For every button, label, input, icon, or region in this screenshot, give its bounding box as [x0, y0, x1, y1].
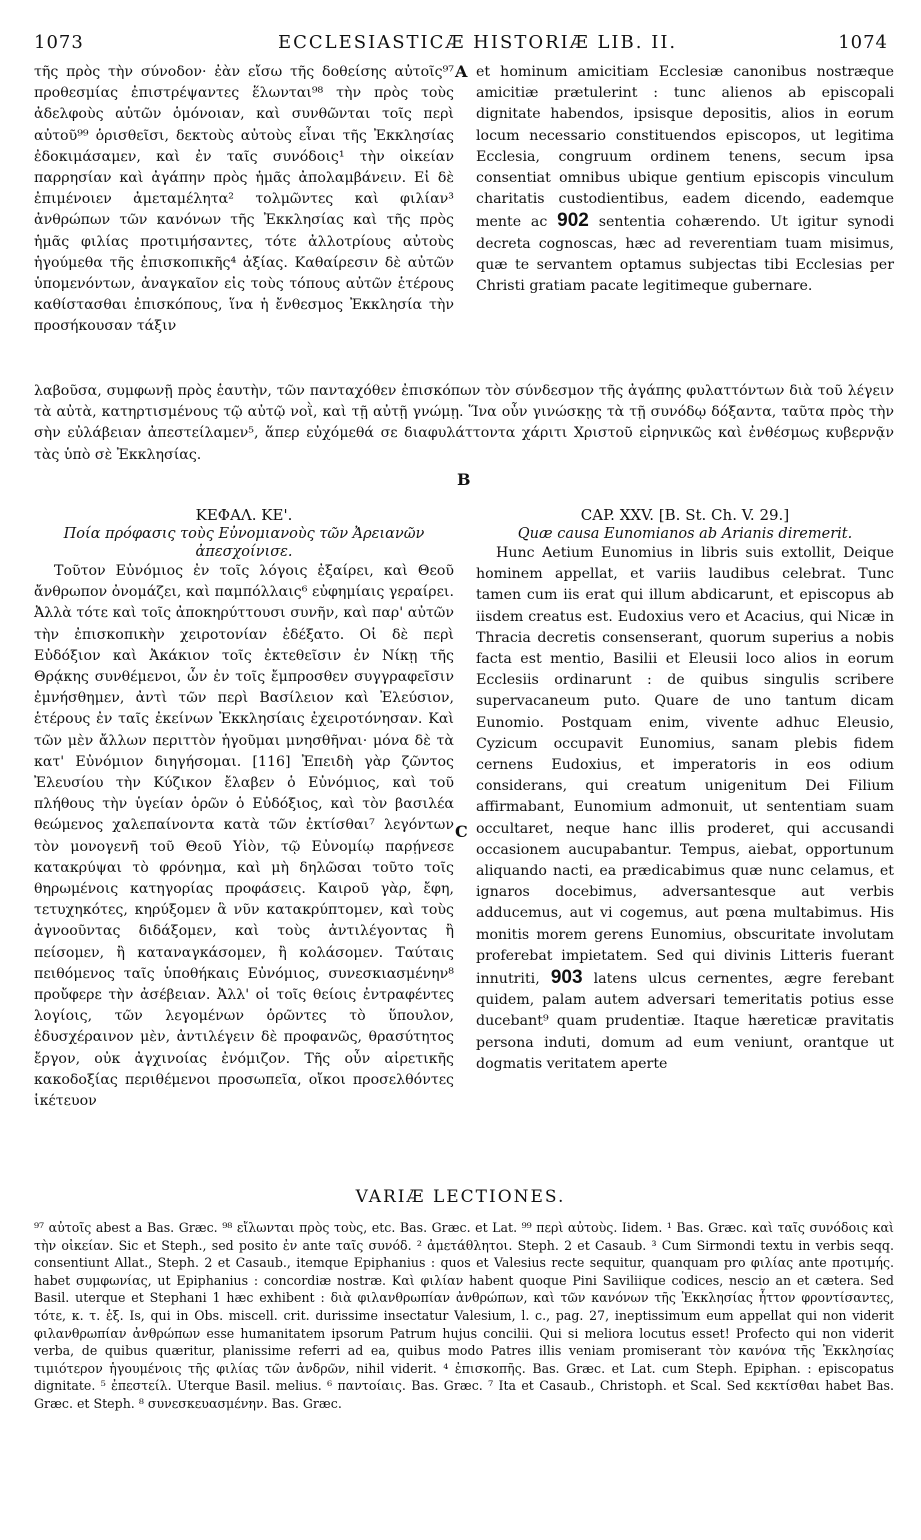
greek-chapter-subtitle: Ποία πρόφασις τοὺς Εὐνομιανοὺς τῶν Ἀρειανῶν ἀπεσχοίνισε. [63, 526, 425, 560]
column-number-903: 903 [550, 967, 583, 989]
latin-text: sententia cohærendo. Ut igitur synodi decreta cognoscas, hæc ad reverentiam tuam misimus, quæ te servantem optamus subjectas tibi Ecclesias per Christi gratiam pacate legitimeque gubernare. [476, 214, 894, 295]
latin-column-top [476, 62, 894, 297]
latin-paragraph [476, 543, 894, 1075]
greek-full-width-text: λαβοῦσα, συμφωνῇ πρὸς ἑαυτὴν, τῶν πανταχόθεν ἐπισκόπων τὸν σύνδεσμον τῆς ἀγάπης φυλαττόντων διὰ τοῦ λέγειν τὰ αὐτὰ, κατηρτισμένους τῷ αὐτῷ νοῒ, καὶ τῇ αὐτῇ γνώμῃ. Ἵνα οὖν γινώσκῃς τὰ τῇ συνόδῳ δόξαντα, ταῦτα πρὸς τὴν σὴν εὐλάβειαν ἀπεστείλαμεν⁵, ἅπερ εὐχόμεθά σε διαφυλάττοντα χάριτι Χριστοῦ εἰρηνικῶς καὶ ἐνθέσμως κυβερνᾷν τὰς ὑπὸ σὲ Ἐκκλησίας. [34, 383, 894, 463]
page-number-left: 1073 [34, 32, 84, 53]
margin-letter-c: C [455, 822, 468, 841]
greek-paragraph: Τοῦτον Εὐνόμιος ἐν τοῖς λόγοις ἐξαίρει, καὶ Θεοῦ ἄνθρωπον ὀνομάζει, καὶ παμπόλλαις⁶ εὐφημίαις γεραίρει. Ἀλλὰ τότε καὶ τοῖς ἀποκηρύττουσι συνῆν, καὶ παρ' αὐτῶν τὴν ἐπισκοπικὴν χειροτονίαν ἐδέξατο. Οἱ δὲ περὶ Εὐδόξιον καὶ Ἀκάκιον τοῖς ἐκτεθεῖσιν ἐν Νίκῃ τῆς Θρᾴκης συνθέμενοι, ὧν ἐν τοῖς ἔμπροσθεν συγγραφεῖσιν ἐμνήσθημεν, ἀντὶ τῶν περὶ Βασίλειον καὶ Ἐλεύσιον, ἑτέρους ἐν ταῖς ἐκείνων Ἐκκλησίαις ἐχειροτόνησαν. Καὶ τῶν μὲν ἄλλων περιττὸν ἡγοῦμαι μνησθῆναι· μόνα δὲ τὰ κατ' Εὐνόμιον διηγήσομαι. [116] Ἐπειδὴ γὰρ ζῶντος Ἐλευσίου τὴν Κύζικον ἔλαβεν ὁ Εὐνόμιος, καὶ τοῦ πλήθους τὴν ὑγείαν ὁρῶν ὁ Εὐδόξιος, καὶ τὸν βασιλέα θεώμενος χαλεπαίνοντα κατὰ τῶν ἐκτίσθαι⁷ λεγόντων τὸν μονογενῆ τοῦ Θεοῦ Υἱὸν, τῷ Εὐνομίῳ παρῄνεσε κατακρύψαι τὸ φρόνημα, καὶ μὴ δηλῶσαι τοῦτο τοῖς θηρωμένοις κατηγορίας προφάσεις. Καιροῦ γὰρ, ἔφη, τετυχηκότες, κηρύξομεν ἃ νῦν κατακρύπτομεν, καὶ τοὺς ἀγνοοῦντας διδάξομεν, καὶ τοὺς ἀντιλέγοντας ἢ πείσομεν, ἢ καταναγκάσομεν, ἢ κολάσομεν. Ταύταις πειθόμενος ταῖς ὑποθήκαις Εὐνόμιος, συνεσκιασμένην⁸ προὔφερε τὴν ἀσέβειαν. Ἀλλ' οἱ τοῖς θείοις ἐντραφέντες λογίοις, τῶν λεγομένων ὁρῶντες τὸ ὕπουλον, ἐδυσχέραινον μὲν, ἀντιλέγειν δὲ προφανῶς, θρασύτητος ἔργον, οὐκ ἀγχινοίας ἐνόμιζον. Τῆς οὖν αἱρετικῆς κακοδοξίας περιθέμενοι προσωπεῖα, οἴκοι προσελθόντες ἱκέτευον [34, 563, 454, 1110]
margin-letter-a: A [455, 62, 468, 81]
footnotes: ⁹⁷ αὐτοῖς abest a Bas. Græc. ⁹⁸ εἴλωνται πρὸς τοὺς, etc. Bas. Græc. et Lat. ⁹⁹ περὶ αὐτοὺς. Iidem. ¹ Bas. Græc. καὶ ταῖς συνόδοις καὶ τὴν οἰκείαν. Sic et Steph., sed posito ἐν ante ταῖς συνόδ. ² ἀμετάθλητοι. Steph. 2 et Casaub. ³ Cum Sirmondi textu in verbis seqq. consentiunt Allat., Steph. 2 et Casaub., itemque Epiphanius : quos et Valesius recte sequitur, quanquam pro φιλίας ante προτιμής. habet συμφωνίας, ut Epiphanius : concordiæ nostræ. Καὶ φιλίαν habent quoque Pini Saviliique codices, nescio an et cætera. Sed Basil. uterque et Stephani 1 hæc exhibent : διὰ φιλανθρωπίαν ἀνθρώπων, καὶ τῶν κανόνων τῆς Ἐκκλησίας ἧττον φροντίσαντες, τότε, κ. τ. ἑξ. Is, qui in Obs. miscell. crit. durissime insectatur Valesium, l. c., pag. 27, ineptissimum eum appellat qui non viderit φιλανθρωπίαν ἀνθρώπων esse humanitatem ipsorum Patrum hujus concilii. Qui si meliora locutus esset! Profecto qui non viderit verba, de quibus quæritur, planissime referri ad ea, quibus modo Patres illis veniam promiserant τὸν κανόνα τῆς Ἐκκλησίας τιμιότερον ἡγουμένοις τῆς φιλίας τῶν ἀνδρῶν, nihil viderit. ⁴ ἐπισκοπῆς. Bas. Græc. et Lat. cum Steph. Epiphan. : episcopatus dignitate. ⁵ ἐπεστείλ. Uterque Basil. melius. ⁶ παντοίαις. Bas. Græc. ⁷ Ita et Casaub., Christoph. et Scal. Sed κεκτίσθαι habet Bas. Græc. et Steph. ⁸ συνεσκευασμένην. Bas. Græc. [34, 1220, 894, 1411]
latin-text: Hunc Aetium Eunomius in libris suis extollit, Deique hominem appellat, et variis laudibus celebrat. Tunc tamen cum iis erat qui illum abdicarunt, et episcopus ab iisdem creatus est. Eudoxius vero et Acacius, qui Nicæ in Thracia decretis consenserant, quorum superius a nobis facta est mentio, Basilii et Eleusii loco alios in eorum Ecclesiis ordinarunt : de quibus singulis scribere supervacaneum puto. Quare de uno tantum dicam Eunomio. Postquam enim, vivente adhuc Eleusio, Cyzicum occupavit Eunomius, sanam plebis fidem cernens Eudoxius, et imperatoris in eos odium considerans, qui creatum unigenitum Dei Filium affirmabant, Eunomium admonuit, ut sententiam suam occultaret, neque hanc illis proderet, qui accusandi occasionem aucupabantur. Tempus, aiebat, opportunum aliquando nacti, ea prædicabimus quæ nunc celamus, et ignaros docebimus, adversantesque aut verbis adducemus, aut vi cogemus, aut pœna multabimus. His monitis morem gerens Eunomius, obscuritate involutam proferebat impietatem. Sed qui divinis Litteris fuerant innutriti, [476, 545, 894, 988]
margin-letter-b: B [457, 470, 471, 489]
page-number-right: 1074 [838, 32, 888, 53]
latin-chapter-heading: CAP. XXV. [B. St. Ch. V. 29.] [580, 506, 790, 524]
latin-text: latens ulcus cernentes, ægre ferebant quidem, palam autem adversari temeritatis potius esse ducebant⁹ quam prudentiæ. Itaque hæreticæ pravitatis persona induti, domum ad eum veniunt, orantque ut dogmatis veritatem aperte [476, 971, 894, 1072]
variae-lectiones-heading: VARIÆ LECTIONES. [355, 1187, 566, 1207]
column-number-902: 902 [557, 210, 589, 232]
page-header [28, 32, 888, 58]
latin-chapter-subtitle: Quæ causa Eunomianos ab Arianis diremerit. [517, 526, 853, 542]
latin-paragraph [476, 62, 894, 297]
greek-column-top [34, 62, 454, 338]
greek-column-bottom [34, 505, 454, 1112]
greek-paragraph: τῆς πρὸς τὴν σύνοδον· ἐὰν εἴσω τῆς δοθείσης αὐτοῖς⁹⁷ προθεσμίας ἐπιστρέψαντες ἕλωνται⁹⁸ τὴν πρὸς τοὺς ἀδελφοὺς αὐτῶν ὁμόνοιαν, καὶ συνθῶνται τοῖς περὶ αὐτοῦ⁹⁹ ὁρισθεῖσι, δεκτοὺς αὐτοὺς εἶναι τῆς Ἐκκλησίας ἐδοκιμάσαμεν, καὶ ἐν ταῖς συνόδοις¹ τὴν οἰκείαν παρρησίαν καὶ ἀγάπην πρὸς ἡμᾶς ἀπολαμβάνειν. Εἰ δὲ ἐπιμένοιεν ἀμεταμέλητα² τολμῶντες καὶ φιλίαν³ ἀνθρώπων τῶν κανόνων τῆς Ἐκκλησίας καὶ τῆς πρὸς ἡμᾶς φιλίας προτιμήσαντες, τότε ἀλλοτρίους αὐτοὺς ἡγούμεθα τῆς ἐπισκοπικῆς⁴ ἀξίας. Καθαίρεσιν δὲ αὐτῶν ὑπομενόντων, ἀναγκαῖον εἰς τοὺς τόπους αὐτῶν ἑτέρους καθίστασθαι ἐπισκόπους, ἵνα ἡ ἔνθεσμος Ἐκκλησία τὴν προσήκουσαν τάξιν [34, 64, 454, 335]
running-title: ECCLESIASTICÆ HISTORIÆ LIB. II. [278, 32, 678, 53]
latin-text: et hominum amicitiam Ecclesiæ canonibus nostræque amicitiæ prætulerint : tunc alienos ab episcopali dignitate habendos, ipsisque depositis, alios in eorum locum necessario constituendos episcopos, ut legitima Ecclesia, congruum ordinem tenens, secum ipsa consentiat omnibus ubique gentium episcopis vinculum charitatis custodientibus, eadem dicendo, eademque mente ac [476, 64, 894, 231]
latin-column-bottom [476, 505, 894, 1075]
greek-chapter-heading: ΚΕΦΑΛ. ΚΕ'. [195, 506, 293, 524]
